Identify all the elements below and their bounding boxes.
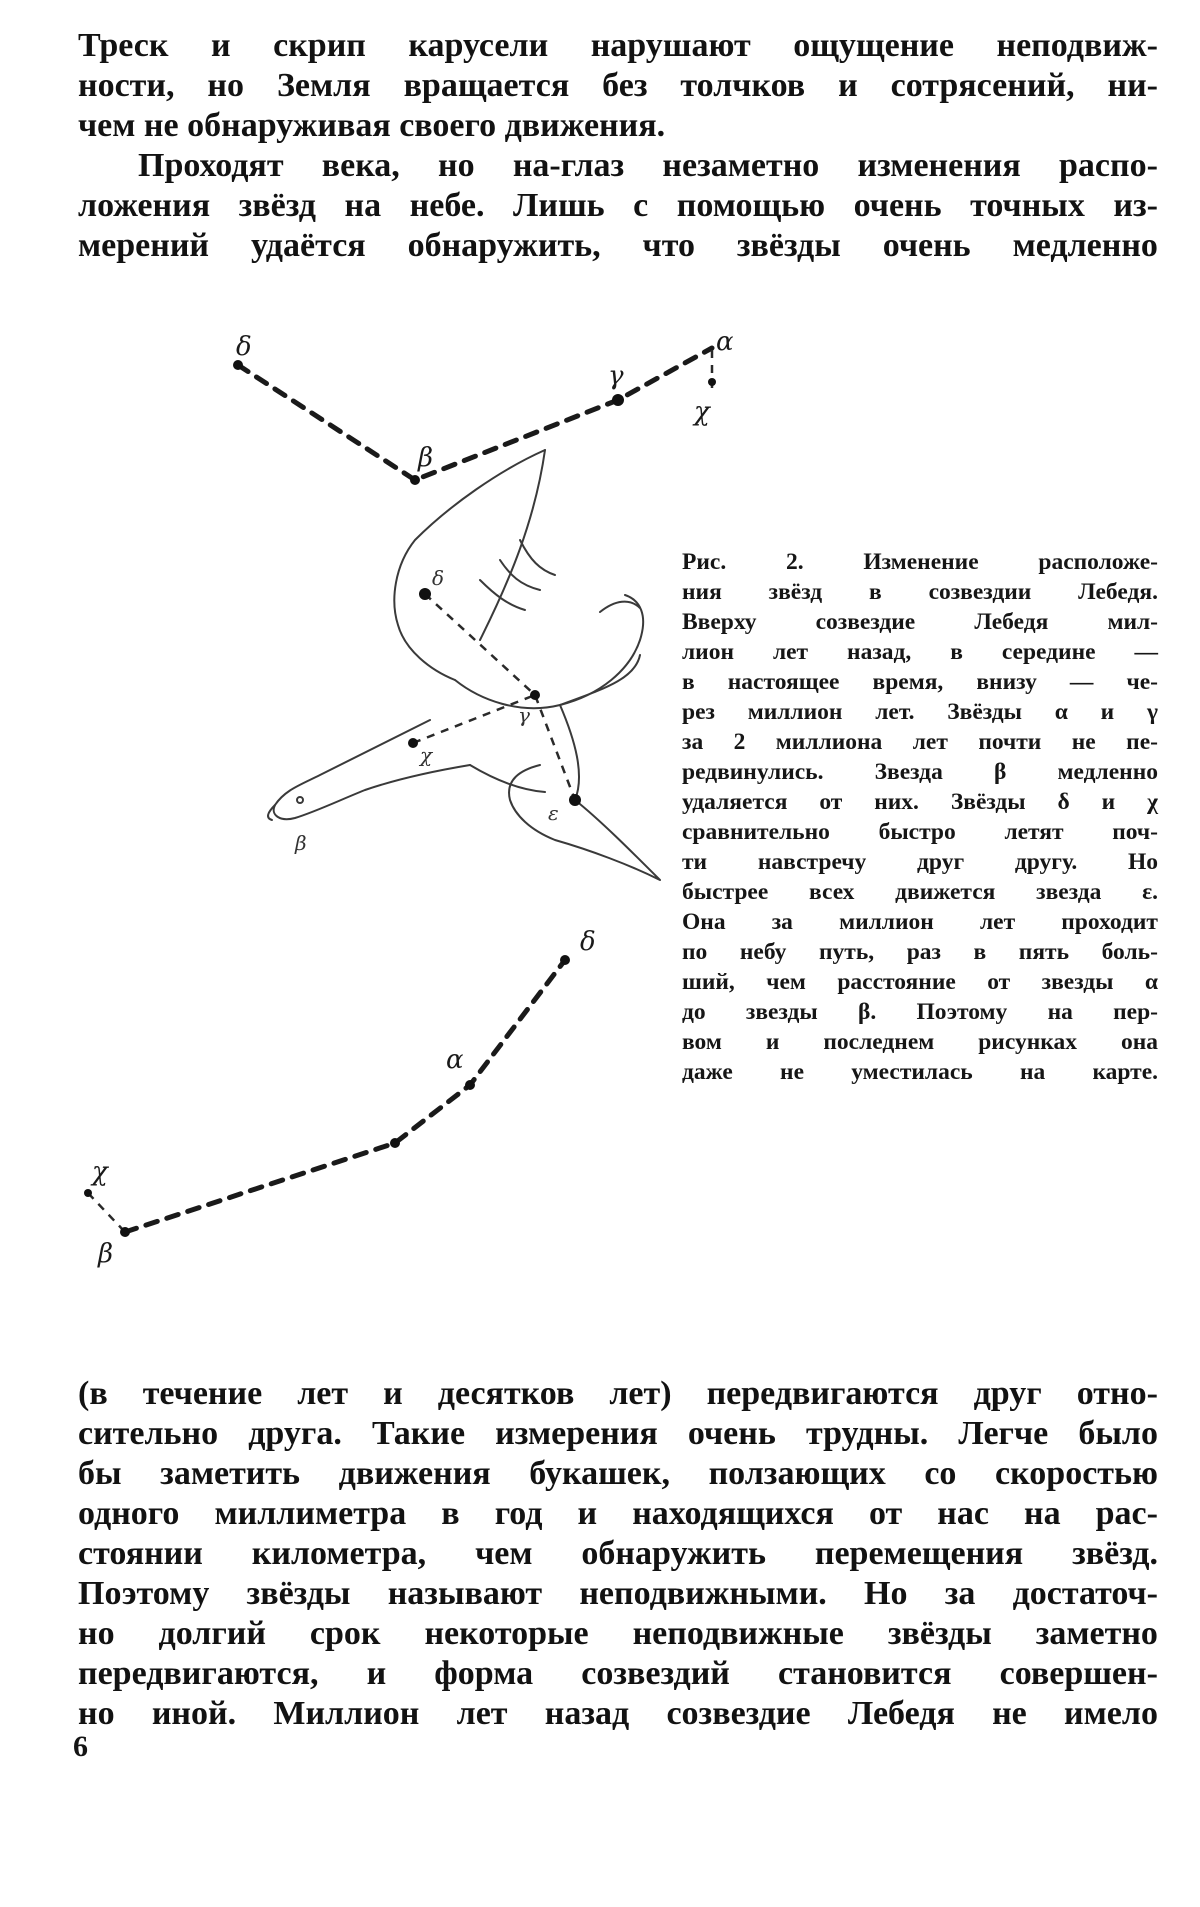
label-gamma-present: γ <box>518 703 530 727</box>
word: скрип <box>273 27 366 64</box>
text-line: чем не обнаруживая своего движения. <box>78 107 666 144</box>
word: звёзд. <box>1072 1535 1158 1572</box>
word: лет <box>979 909 1016 935</box>
word: α <box>1144 969 1158 995</box>
word: лет) <box>609 1375 672 1412</box>
word: Лишь <box>513 187 605 224</box>
word: было <box>1078 1415 1158 1452</box>
word: вращается <box>403 67 570 104</box>
label-delta-present: δ <box>432 566 445 590</box>
word: быстро <box>878 819 956 845</box>
word: неподвижные <box>632 1615 844 1652</box>
word: Она <box>682 909 726 935</box>
label-delta-past: δ <box>236 332 252 362</box>
word: чем <box>766 969 806 995</box>
page-number: 6 <box>73 1730 88 1763</box>
word: за <box>682 729 704 755</box>
caption-line <box>682 937 1158 967</box>
word: Земля <box>276 67 371 104</box>
word: друг <box>917 849 965 875</box>
word: созвездие <box>666 1695 811 1732</box>
caption-line <box>682 1027 1158 1057</box>
word: иной. <box>151 1695 237 1732</box>
label-chi-past: χ <box>694 397 710 427</box>
text-line <box>78 1694 1158 1734</box>
word: имело <box>1064 1695 1158 1732</box>
word: букашек, <box>529 1455 670 1492</box>
word: лион <box>682 639 735 665</box>
word: α <box>1054 699 1068 725</box>
word: другу. <box>1014 849 1078 875</box>
word: сительно <box>78 1415 219 1452</box>
word: Звёзды <box>950 789 1026 815</box>
word: звёзды <box>736 227 841 264</box>
caption-line <box>682 727 1158 757</box>
label-beta-future: β <box>98 1239 114 1269</box>
word: помощью <box>676 187 826 224</box>
word: звезды <box>745 999 818 1025</box>
word: почти <box>978 729 1042 755</box>
caption-line <box>682 847 1158 877</box>
text-line <box>78 1414 1158 1454</box>
word: миллиметра <box>214 1495 407 1532</box>
text-line <box>78 1614 1158 1654</box>
word: ности, <box>78 67 175 104</box>
word: по <box>682 939 708 965</box>
word: Вверху <box>682 609 757 635</box>
word: Легче <box>958 1415 1049 1452</box>
word: Изменение <box>863 549 979 575</box>
swan-drawing <box>268 450 660 880</box>
word: ползающих <box>708 1455 886 1492</box>
word: Но <box>864 1575 908 1612</box>
label-beta-past: β <box>418 443 434 473</box>
word: навстречу <box>757 849 867 875</box>
word: Лебедя. <box>1078 579 1158 605</box>
star-chi-present <box>408 738 418 748</box>
word: лет. <box>875 699 915 725</box>
word: но <box>207 67 245 104</box>
word: и <box>211 27 231 64</box>
word: Треск <box>78 27 169 64</box>
word: на <box>1047 999 1073 1025</box>
word: очень <box>687 1415 776 1452</box>
word: друг <box>973 1375 1042 1412</box>
word: но <box>438 147 475 184</box>
word: расположе- <box>1038 549 1158 575</box>
figure-caption <box>682 547 1158 1107</box>
word: даже <box>682 1059 733 1085</box>
word: последнем <box>823 1029 935 1055</box>
word: обнаружить <box>581 1535 766 1572</box>
word: Поэтому <box>916 999 1008 1025</box>
word: некоторые <box>424 1615 589 1652</box>
text-line <box>78 1654 1158 1694</box>
word: становится <box>778 1655 952 1692</box>
word: в <box>682 669 695 695</box>
word: на-глаз <box>512 147 625 184</box>
word: середине <box>1001 639 1096 665</box>
word: находящихся <box>632 1495 834 1532</box>
word: и <box>366 1655 387 1692</box>
caption-line <box>682 637 1158 667</box>
word: сотрясений, <box>890 67 1075 104</box>
word: сравнительно <box>682 819 830 845</box>
word: без <box>602 67 648 104</box>
word: из- <box>1113 187 1158 224</box>
word: небе. <box>409 187 485 224</box>
word: γ <box>1146 699 1158 725</box>
word: от <box>987 969 1011 995</box>
word: рас- <box>1095 1495 1158 1532</box>
word: звезды <box>1041 969 1114 995</box>
star-beta-past <box>410 475 420 485</box>
word: очень <box>853 187 942 224</box>
caption-line <box>682 787 1158 817</box>
word: до <box>682 999 706 1025</box>
star-epsilon-present <box>569 794 581 806</box>
word: путь, <box>819 939 875 965</box>
word: β <box>993 759 1007 785</box>
word: Но <box>1127 849 1158 875</box>
constellation-future <box>84 927 596 1269</box>
word: лет <box>912 729 948 755</box>
star-gamma-past <box>612 394 624 406</box>
word: трудны. <box>805 1415 929 1452</box>
star-gamma-present <box>530 690 540 700</box>
star-chi-future <box>84 1189 92 1197</box>
word: поч- <box>1112 819 1158 845</box>
word: от <box>868 1495 903 1532</box>
word: ни- <box>1107 67 1158 104</box>
word: перемещения <box>814 1535 1024 1572</box>
word: β. <box>858 999 877 1025</box>
word: и <box>383 1375 403 1412</box>
word: вом <box>682 1029 722 1055</box>
word: внизу <box>976 669 1037 695</box>
word: созвездий <box>581 1655 730 1692</box>
word: 2 <box>733 729 746 755</box>
word: удаётся <box>250 227 366 264</box>
word: боль- <box>1101 939 1158 965</box>
word: время, <box>872 669 944 695</box>
word: с <box>633 187 649 224</box>
constellation-past <box>233 327 734 485</box>
word: передвигаются <box>706 1375 939 1412</box>
word: в <box>973 939 987 965</box>
star-mid-future <box>390 1138 400 1148</box>
word: проходит <box>1061 909 1158 935</box>
word: что <box>642 227 695 264</box>
word: десятков <box>437 1375 575 1412</box>
word: передвигаются, <box>78 1655 319 1692</box>
label-epsilon-present: ε <box>548 801 559 825</box>
word: Проходят <box>138 147 284 184</box>
word: но <box>78 1615 115 1652</box>
word: измерения <box>495 1415 658 1452</box>
word: в <box>441 1495 460 1532</box>
text-line <box>78 1454 1158 1494</box>
word: миллиона <box>775 729 883 755</box>
word: созвездие <box>815 609 916 635</box>
star-beta-future <box>120 1227 130 1237</box>
word: Поэтому <box>78 1575 210 1612</box>
word: в <box>869 579 882 605</box>
word: ший, <box>682 969 735 995</box>
word: на <box>344 187 382 224</box>
word: Миллион <box>273 1695 420 1732</box>
word: и <box>765 1029 780 1055</box>
word: обнаружить, <box>407 227 601 264</box>
word: стоянии <box>78 1535 203 1572</box>
word: достаточ- <box>1012 1575 1158 1612</box>
word: миллион <box>747 699 843 725</box>
word: удаляется <box>682 789 788 815</box>
word: лет <box>772 639 809 665</box>
word: чем <box>475 1535 533 1572</box>
word: незаметно <box>662 147 820 184</box>
word: настоящее <box>727 669 840 695</box>
word: ложения <box>78 187 211 224</box>
word: че- <box>1126 669 1158 695</box>
word: точных <box>970 187 1085 224</box>
word: — <box>1069 669 1094 695</box>
word: мерений <box>78 227 210 264</box>
star-chi-past <box>708 378 716 386</box>
word: звёзд <box>238 187 317 224</box>
caption-line <box>682 757 1158 787</box>
word: Такие <box>371 1415 466 1452</box>
label-alpha-past: α <box>716 327 734 357</box>
word: на <box>1019 1059 1046 1085</box>
word: километра, <box>251 1535 427 1572</box>
word: века, <box>321 147 400 184</box>
word: Лебедя <box>847 1695 955 1732</box>
word: расстояние <box>837 969 956 995</box>
label-alpha-future: α <box>446 1045 464 1075</box>
word: пять <box>1018 939 1070 965</box>
word: от <box>819 789 843 815</box>
word: не <box>1071 729 1096 755</box>
word: называют <box>387 1575 543 1612</box>
word: неподвиж- <box>996 27 1158 64</box>
word: карте. <box>1092 1059 1158 1085</box>
word: форма <box>434 1655 534 1692</box>
word: звёзды <box>887 1615 992 1652</box>
caption-line <box>682 907 1158 937</box>
word: δ <box>1057 789 1070 815</box>
word: χ <box>1147 789 1158 815</box>
word: звёзд <box>768 579 823 605</box>
caption-line <box>682 547 1158 577</box>
word: движения <box>338 1455 491 1492</box>
word: долгий <box>158 1615 266 1652</box>
word: лет <box>297 1375 349 1412</box>
word: течение <box>142 1375 263 1412</box>
word: не <box>780 1059 805 1085</box>
word: в <box>950 639 963 665</box>
word: заметно <box>1035 1615 1158 1652</box>
word: Лебедя <box>974 609 1049 635</box>
word: них. <box>874 789 919 815</box>
text-line <box>78 1534 1158 1574</box>
word: Звезда <box>874 759 943 785</box>
label-chi-present: χ <box>420 743 433 767</box>
word: не <box>992 1695 1027 1732</box>
word: изменения <box>857 147 1021 184</box>
word: созвездии <box>928 579 1032 605</box>
word: год <box>494 1495 543 1532</box>
label-beta-present: β <box>295 831 307 855</box>
word: распо- <box>1059 147 1158 184</box>
word: Звёзды <box>947 699 1023 725</box>
word: звезда <box>1036 879 1102 905</box>
word: совершен- <box>999 1655 1158 1692</box>
word: быстрее <box>682 879 769 905</box>
caption-line <box>682 877 1158 907</box>
word: друга. <box>248 1415 342 1452</box>
word: но <box>78 1695 115 1732</box>
star-alpha-future <box>465 1080 475 1090</box>
star-delta-future <box>560 955 570 965</box>
word: за <box>944 1575 976 1612</box>
star-delta-present <box>419 588 431 600</box>
word: ния <box>682 579 722 605</box>
word: за <box>771 909 793 935</box>
word: миллион <box>839 909 934 935</box>
word: редвинулись. <box>682 759 824 785</box>
word: срок <box>309 1615 381 1652</box>
word: очень <box>882 227 971 264</box>
word: летят <box>1004 819 1064 845</box>
paragraph-bottom <box>78 1374 1158 1734</box>
word: нарушают <box>590 27 751 64</box>
word: ε. <box>1142 879 1158 905</box>
word: всех <box>809 879 855 905</box>
word: нас <box>937 1495 989 1532</box>
word: рез <box>682 699 715 725</box>
word: движется <box>895 879 996 905</box>
word: скоростью <box>995 1455 1158 1492</box>
word: и <box>838 67 858 104</box>
word: ти <box>682 849 708 875</box>
caption-line <box>682 997 1158 1027</box>
word: пе- <box>1126 729 1158 755</box>
caption-line <box>682 697 1158 727</box>
word: рисунках <box>978 1029 1077 1055</box>
caption-line <box>682 577 1158 607</box>
word: на <box>1024 1495 1061 1532</box>
word: со <box>924 1455 957 1492</box>
label-delta-future: δ <box>580 927 596 957</box>
text-line <box>78 1374 1158 1414</box>
word: одного <box>78 1495 180 1532</box>
word: толчков <box>680 67 806 104</box>
word: 2. <box>785 549 804 575</box>
word: медленно <box>1012 227 1158 264</box>
word: и <box>1100 699 1115 725</box>
word: неподвижными. <box>579 1575 827 1612</box>
label-chi-future: χ <box>92 1157 108 1187</box>
text-line <box>78 1494 1158 1534</box>
caption-line <box>682 667 1158 697</box>
word: пер- <box>1113 999 1158 1025</box>
word: Рис. <box>682 549 727 575</box>
caption-line <box>682 1057 1158 1087</box>
caption-line <box>682 817 1158 847</box>
label-gamma-past: γ <box>608 361 624 391</box>
word: она <box>1120 1029 1158 1055</box>
text-line <box>78 1574 1158 1614</box>
word: бы <box>78 1455 122 1492</box>
word: небу <box>739 939 787 965</box>
caption-line <box>682 607 1158 637</box>
caption-line <box>682 967 1158 997</box>
word: раз <box>906 939 941 965</box>
word: мил- <box>1107 609 1158 635</box>
word: уместилась <box>851 1059 973 1085</box>
word: карусели <box>408 27 549 64</box>
word: лет <box>456 1695 508 1732</box>
word: ощущение <box>793 27 954 64</box>
word: (в <box>78 1375 108 1412</box>
word: медленно <box>1057 759 1158 785</box>
word: и <box>1101 789 1116 815</box>
word: звёзды <box>246 1575 351 1612</box>
word: отно- <box>1076 1375 1158 1412</box>
word: назад <box>544 1695 630 1732</box>
constellation-present <box>268 450 660 880</box>
word: — <box>1134 639 1158 665</box>
word: заметить <box>160 1455 301 1492</box>
word: и <box>577 1495 598 1532</box>
word: назад, <box>847 639 912 665</box>
